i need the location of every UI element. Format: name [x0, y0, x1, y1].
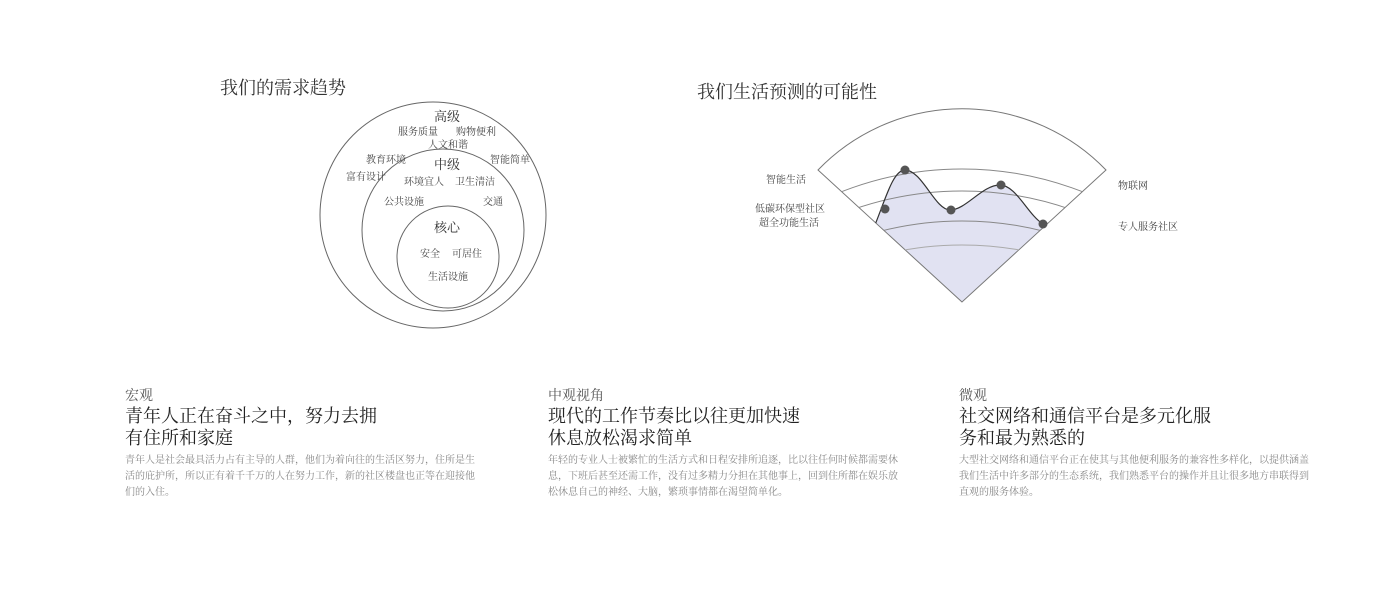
section-body: 青年人是社会最具活力占有主导的人群，他们为着向往的生活区努力，住所是生活的庇护所，所以正有着千千万的人在努力工作，新的社区楼盘也正等在迎接他们的入住。 [125, 455, 475, 498]
outer-item: 购物便利 [456, 127, 496, 138]
headline-line: 青年人正在奋斗之中，努力去拥 [125, 406, 377, 427]
fan-left-label: 智能生活 [766, 175, 806, 186]
section-headline [548, 406, 908, 450]
middle-level-label: 中级 [434, 158, 461, 173]
headline-line: 务和最为熟悉的 [959, 428, 1085, 449]
outer-item: 服务质量 [398, 127, 438, 138]
life-prediction-title: 我们生活预测的可能性 [697, 82, 877, 103]
outer-item: 富有设计 [346, 172, 386, 183]
fan-left-label: 低碳环保型社区 [755, 204, 825, 215]
section-headline [125, 406, 485, 450]
trend-curve [872, 170, 1070, 250]
macro-section [125, 385, 485, 501]
inner-item: 安全 [420, 249, 440, 260]
fan-left-label: 超全功能生活 [759, 218, 819, 229]
headline-line: 现代的工作节奏比以往更加快速 [548, 406, 800, 427]
headline-line: 有住所和家庭 [125, 428, 233, 449]
middle-item: 环境宜人 [404, 177, 444, 188]
middle-item: 公共设施 [384, 197, 424, 208]
trend-point [881, 205, 890, 214]
middle-item: 交通 [483, 197, 503, 208]
outer-item: 智能简单 [490, 155, 530, 166]
outer-item: 教育环境 [366, 155, 406, 166]
section-kicker: 中观视角 [548, 388, 604, 404]
fan-outline [818, 109, 1106, 302]
inner-item: 可居住 [452, 249, 482, 260]
trend-point [997, 181, 1006, 190]
section-body: 大型社交网络和通信平台正在使其与其他便利服务的兼容性多样化，以提供涵盖我们生活中许多部分的生态系统，我们熟悉平台的操作并且让很多地方串联得到直观的服务体验。 [959, 455, 1309, 498]
outer-level-label: 高级 [434, 110, 461, 125]
fan-right-label: 物联网 [1118, 181, 1148, 192]
meso-section [548, 385, 908, 501]
fan-right-label: 专人服务社区 [1118, 222, 1178, 233]
headline-line: 休息放松渴求简单 [548, 428, 692, 449]
middle-item: 卫生清洁 [455, 177, 495, 188]
section-kicker: 宏观 [125, 388, 153, 404]
needs-trend-title: 我们的需求趋势 [220, 78, 346, 99]
fan-arc [760, 245, 1164, 314]
section-headline [959, 406, 1319, 450]
section-kicker: 微观 [959, 388, 987, 404]
outer-item: 人文和谐 [428, 140, 468, 151]
section-body: 年轻的专业人士被繁忙的生活方式和日程安排所追逐，比以往任何时候都需要休息，下班后甚至还需工作，没有过多精力分担在其他事上，回到住所都在娱乐放松休息自己的神经、大脑，繁琐事情都在渴望简单化。 [548, 455, 898, 498]
headline-line: 社交网络和通信平台是多元化服 [959, 406, 1211, 427]
fan-arc [760, 221, 1164, 290]
trend-point [1039, 220, 1048, 229]
trend-point [947, 206, 956, 215]
inner-level-label: 核心 [434, 221, 461, 236]
shaded-area [872, 170, 1070, 302]
micro-section [959, 385, 1319, 501]
inner-item: 生活设施 [428, 272, 468, 283]
trend-point [901, 166, 910, 175]
